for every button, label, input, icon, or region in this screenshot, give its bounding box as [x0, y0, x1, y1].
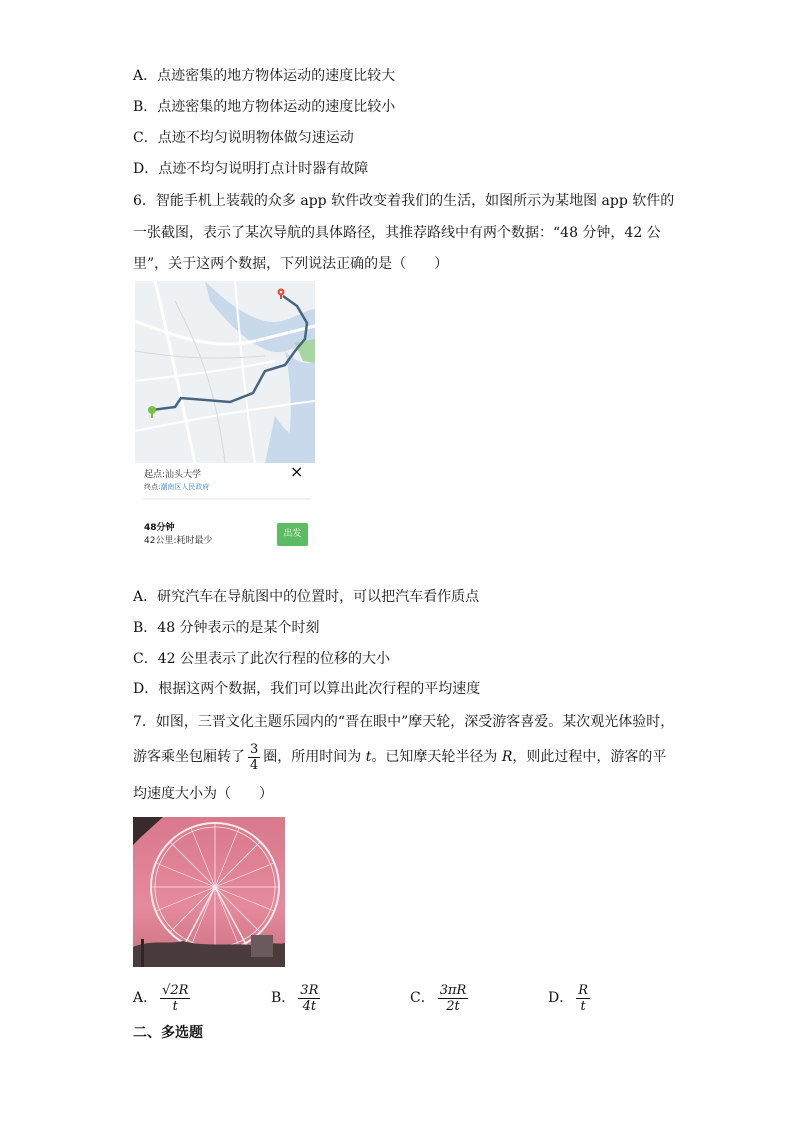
- route-map: [135, 281, 315, 463]
- q7-text-c: 。已知摩天轮半径为: [371, 749, 502, 765]
- q7-option-a-fraction: $\frac{√2R}{t}$: [162, 982, 189, 1014]
- q7-option-a: A． $\frac{√2R}{t}$: [133, 982, 189, 1014]
- q7-text-b: 圈，所用时间为: [263, 749, 366, 765]
- q6-stem-line3: 里”，关于这两个数据，下列说法正确的是（ ）: [133, 256, 449, 272]
- q7-option-b: B． $\frac{3R}{4t}$: [271, 982, 319, 1014]
- ferris-wheel-photo: [133, 817, 285, 967]
- navigation-map-screenshot: [135, 281, 315, 549]
- q6-option-b: B．48 分钟表示的是某个时刻: [133, 620, 320, 636]
- route-distance: 42公里:耗时最少: [144, 536, 213, 546]
- route-time: 48分钟: [144, 523, 175, 533]
- route-info-panel: [135, 463, 315, 549]
- divider: [143, 498, 311, 500]
- route-start-label: 起点:汕头大学: [144, 470, 202, 480]
- q6-stem-line1: 6．智能手机上装载的众多 app 软件改变着我们的生活，如图所示为某地图 app 软件的: [133, 193, 675, 209]
- start-navigation-button[interactable]: 出发: [277, 523, 308, 546]
- q7-option-d-fraction: $\frac{R}{t}$: [578, 982, 589, 1014]
- var-R: R: [501, 749, 513, 765]
- q6-stem-line2: 一张截图，表示了某次导航的具体路径，其推荐路线中有两个数据：“48 分钟，42 公: [133, 225, 661, 241]
- close-icon[interactable]: ×: [290, 462, 304, 481]
- fraction-three-quarters: $\frac{3}{4}$: [250, 741, 259, 773]
- var-t: t: [365, 749, 372, 765]
- route-end-value: 潮南区人民政府: [160, 483, 210, 491]
- q7-stem-line1: 7．如图，三晋文化主题乐园内的“晋在眼中”摩天轮，深受游客喜爱。某次观光体验时，: [133, 714, 675, 730]
- q7-stem-line3: 均速度大小为（ ）: [133, 786, 273, 802]
- q7-stem-line2: [133, 740, 666, 774]
- q6-option-c: C．42 公里表示了此次行程的位移的大小: [133, 651, 390, 667]
- q7-option-b-fraction: $\frac{3R}{4t}$: [300, 982, 319, 1014]
- q7-text-d: ，则此过程中，游客的平: [512, 749, 667, 765]
- q7-option-c: C． $\frac{3\pi R}{2t}$: [410, 982, 467, 1014]
- q5-option-d: D．点迹不均匀说明打点计时器有故障: [133, 161, 369, 177]
- q7-option-d: D． $\frac{R}{t}$: [548, 982, 589, 1014]
- q6-option-a: A．研究汽车在导航图中的位置时，可以把汽车看作质点: [133, 589, 480, 605]
- route-end-label: [144, 482, 209, 492]
- q7-text-a: 游客乘坐包厢转了: [133, 749, 245, 765]
- q7-option-c-fraction: $\frac{3\pi R}{2t}$: [439, 982, 467, 1014]
- q5-option-a: A．点迹密集的地方物体运动的速度比较大: [133, 68, 396, 84]
- route-end-prefix: 终点:: [144, 483, 161, 491]
- q5-option-b: B．点迹密集的地方物体运动的速度比较小: [133, 99, 396, 115]
- q5-option-c: C．点迹不均匀说明物体做匀速运动: [133, 130, 354, 146]
- q6-option-d: D．根据这两个数据，我们可以算出此次行程的平均速度: [133, 681, 481, 697]
- section-heading: 二、多选题: [133, 1025, 203, 1041]
